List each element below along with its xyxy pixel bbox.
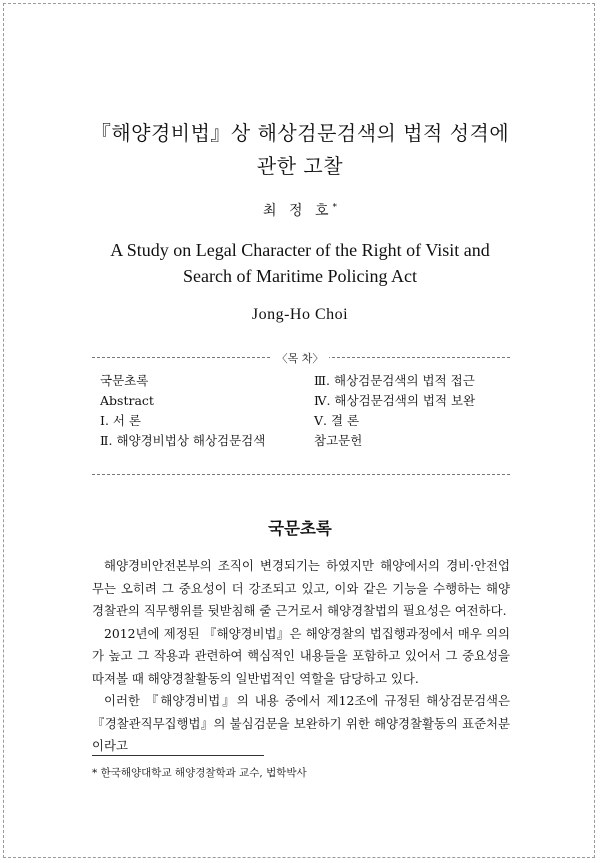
toc-item[interactable]: 참고문헌 <box>314 433 363 448</box>
toc-right-column <box>314 371 475 451</box>
toc-item[interactable]: Ⅴ. 결 론 <box>314 413 360 428</box>
paper-title-line-2: 관한 고찰 <box>256 154 344 178</box>
toc-item[interactable]: Ⅲ. 해상검문검색의 법적 접근 <box>314 373 475 388</box>
toc-bottom-rule <box>92 474 510 475</box>
toc-item[interactable]: Ⅰ. 서 론 <box>100 413 142 428</box>
english-title-line-1: A Study on Legal Character of the Right of Visit and <box>110 240 490 260</box>
toc-item[interactable]: 국문초록 <box>100 373 149 388</box>
footnote-rule <box>92 755 264 756</box>
abstract-paragraph: 해양경비안전본부의 조직이 변경되기는 하였지만 해양에서의 경비·안전업무는 오히려 그 중요성이 더 강조되고 있고, 이와 같은 기능을 수행하는 해양경찰관의 직무행위를 뒷받침해 줄 근거로서 해양경찰법의 필요성은 여전하다. <box>92 558 510 618</box>
toc-item[interactable]: Ⅳ. 해상검문검색의 법적 보완 <box>314 393 476 408</box>
author-korean <box>0 200 600 220</box>
author-english: Jong-Ho Choi <box>251 306 349 323</box>
toc-item[interactable]: Abstract <box>100 393 154 408</box>
abstract-body <box>92 555 510 758</box>
author-korean-name: 최 정 호 <box>263 203 333 219</box>
abstract-paragraph: 2012년에 제정된 『해양경비법』은 해양경찰의 법집행과정에서 매우 의의가 높고 그 작용과 관련하여 핵심적인 내용들을 포함하고 있어서 그 중요성을 따져볼 때 해양경찰활동의 일반법적인 역할을 담당하고 있다. <box>92 625 510 686</box>
abstract-paragraph: 이러한 『해양경비법』의 내용 중에서 제12조에 규정된 해상검문검색은 『경찰관직무집행법』의 불심검문을 보완하기 위한 해양경찰활동의 표준처분이라고 <box>92 693 510 753</box>
footnote: * 한국해양대학교 해양경찰학과 교수, 법학박사 <box>92 767 307 779</box>
toc-left-column <box>100 371 265 451</box>
toc-heading: 〈목 차〉 <box>0 350 600 366</box>
author-footnote-marker: * <box>332 202 337 213</box>
english-title-line-2: Search of Maritime Policing Act <box>183 266 417 286</box>
abstract-heading: 국문초록 <box>268 519 332 538</box>
toc-item[interactable]: Ⅱ. 해양경비법상 해상검문검색 <box>100 433 266 448</box>
paper-title-line-1: 『해양경비법』상 해상검문검색의 법적 성격에 <box>90 121 510 145</box>
